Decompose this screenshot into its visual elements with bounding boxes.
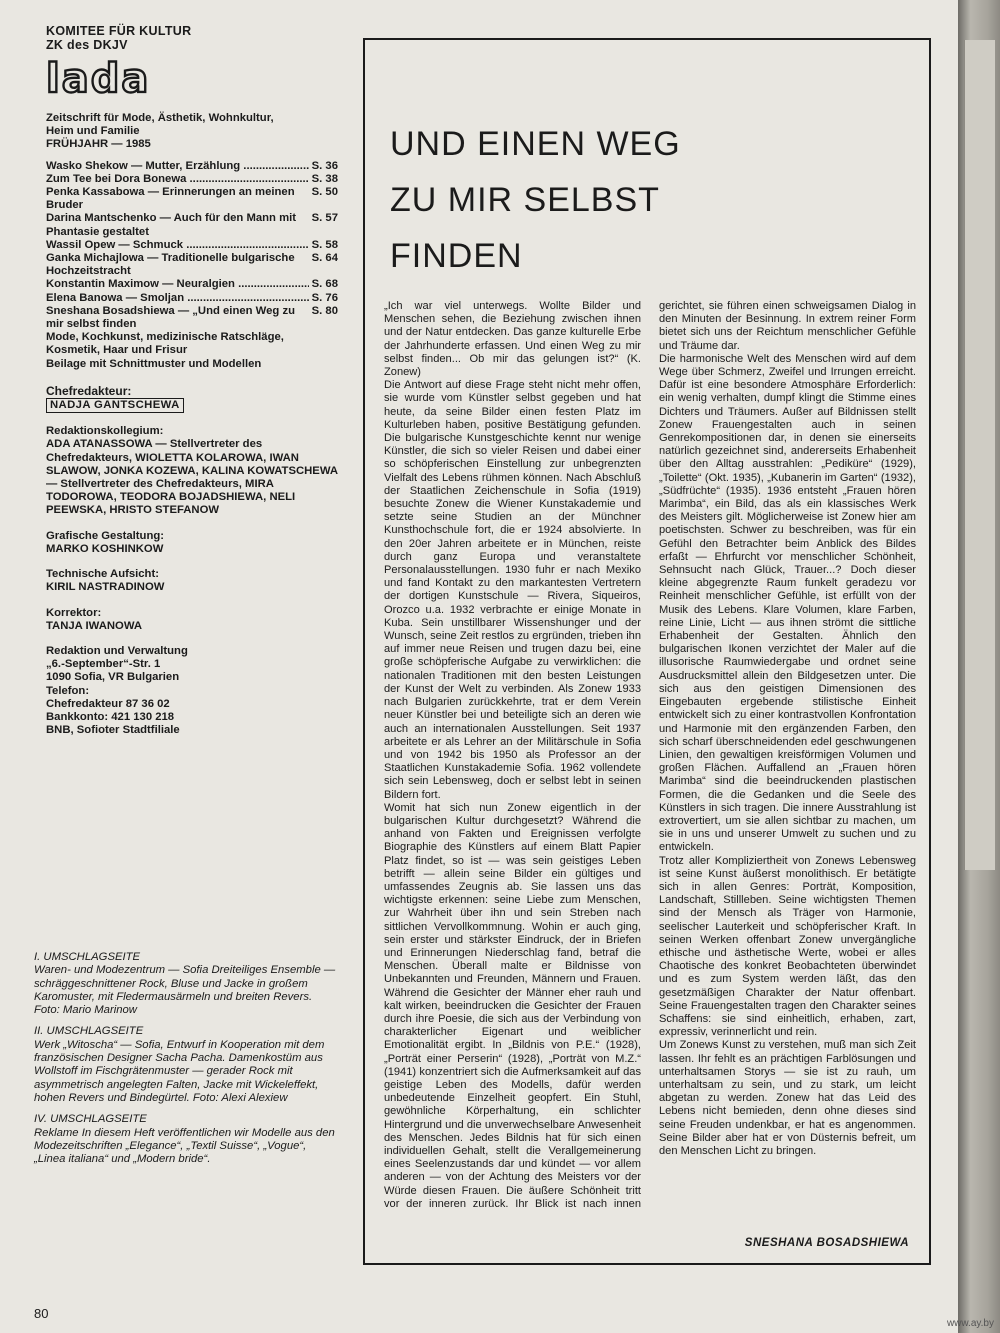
toc-page: S. 68 [311,278,338,291]
tech-label: Technische Aufsicht: [46,568,159,581]
headline-line: UND EINEN WEG [390,125,681,163]
magazine-subtitle [46,112,338,152]
article-paragraph: „Ich war viel unterwegs. Wollte Bilder und Menschen sehen, die Beziehung zwischen ihnen und der Natur entdecken. Das ganze kulturelle Erbe der Jahrhunderte erfassen. Und einen Weg zu mir selbst finden... Ob mir das gelungen ist?“ (K. Zonew) [384,300,641,379]
tech-credit [46,568,338,594]
toc-page: S. 76 [311,291,338,304]
publisher-line: KOMITEE FÜR KULTUR [46,24,192,38]
article-paragraph: Um Zonews Kunst zu verstehen, muß man sich Zeit lassen. Ihr fehlt es an prächtigen Farblösungen und unterhaltsamen Storys — sie ist zu rauh, um unterhaltsam zu sein, und zu stark, um leicht abgetan zu werden. Zonew hat das Leid des Lebens nicht bemieden, denn ohne dieses sind seine Freuden undenkbar, er hat es angenommen. Seine Bilder aber hat er von Düsternis befreit, um den Menschen Licht zu bringen. [659,1039,916,1157]
toc-extra-line: Mode, Kochkunst, medizinische Ratschläge, [46,331,284,344]
board-members: ADA ATANASSOWA — Stellvertreter des Chefredakteurs, WIOLETTA KOLAROWA, IWAN SLAWOW, JONKA KOZEWA, KALINA KOWATSCHEWA — Stellvertreter des Chefredakteurs, MIRA TODOROWA, TEODORA BOJADSHIEWA, NELI PEEWSKA, HRISTO STEFANOW [46,438,338,517]
caption-heading: I. UMSCHLAGSEITE [34,951,141,963]
toc-title: Wassil Opew — Schmuck ..... [46,239,309,252]
cover-captions [34,943,339,1166]
caption-text: Reklame In diesem Heft veröffentlichen wir Modelle aus den Modezeitschriften „Elegance“, „Textil Suisse“, „Vogue“, „Linea italiana“ und „Modern bride“. [34,1126,335,1166]
headline-line: ZU MIR SELBST [390,181,660,219]
toc-page: S. 80 [311,304,338,317]
toc-page: S. 50 [311,186,338,199]
article-paragraph: Womit hat sich nun Zonew eigentlich in der bulgarischen Kultur durchgesetzt? Während die anhand von Fakten und Ereignissen verfolgte Biographie des Künstlers auf einem Blatt Papier Platz findet, so ist — was sein geistiges Leben betrifft — allein seine Bilder ein gültiges und umfassendes Zeugnis ab. Sie lassen uns das wichtigste erkennen: seine Liebe zum Menschen, zur Wahrheit über ihn und sein Streben nach sittlichen Vervollkommnung. Wohin er auch ging, sein erster und stärkster Eindruck, der in Briefen und Erinnerungen Niederschlag fand, betraf die Menschen. Überall malte er Bildnisse von Unbekannten und Freunden, Männern und Frauen. Während die Gesichter der Männer eher rauh und kalt wirken, beeindrucken die Gesichter der Frauen durch ihre Poesie, die sich aus der Verbindung von charakterlicher Eigenart und weiblicher Emotionalität ergibt. In „Bildnis von P.E.“ (1928), „Porträt einer Perserin“ (1928), „Porträt von M.Z.“ (1941) konzentriert sich die Aufmerksamkeit auf das geistige Leben des Modells, dafür werden unbedeutende Einzelheit geopfert. Ein Stuhl, gewöhnliche Körperhaltung, ein schlichter Hintergrund und die unverwechselbare Anwesenheit des Menschen. Jedes Bildnis hat für sich einen individuellen Gehalt, stellt die Verallgemeinerung eines Seelenzustands dar und kündet — vor allem anderen — von der Achtung des Meisters vor der Würde diesen Frauen. Die äußere Schönheit tritt vor der inneren zurück. Ihr Blick ist nach innen gerichtet, sie führen einen schweigsamen Dialog in den Minuten der Besinnung. In extrem reiner Form bietet sich uns der Reichtum menschlicher Gefühle und Träume dar. [384,300,916,1210]
article-paragraph: Trotz aller Kompliziertheit von Zonews Lebensweg ist seine Kunst äußerst monolithisch. Er betätigte sich in allen Genres: Porträt, Komposition, Landschaft, Stillleben. Seine wichtigsten Themen sind der Mensch als Träger von Harmonie, seelischer Lauterkeit und schöpferischer Kraft. In seinen Werken offenbart Zonew unvergängliche ethische und ästhetische Werte, wobei er alles Chaotische des konkret Beobachteten überwindet und es zum System werden läßt, das den gesetzmäßigen Charakter der Natur offenbart. Seine Frauengestalten tragen den Charakter seines Schaffens: sie sind einheitlich, erhaben, zart, expressiv, verinnerlicht und rein. [659,854,916,1039]
corrector-label: Korrektor: [46,606,102,619]
caption-heading: IV. UMSCHLAGSEITE [34,1113,147,1126]
corrector-name: TANJA IWANOWA [46,619,143,632]
board-label: Redaktionskollegium: [46,425,164,438]
chief-editor-name: NADJA GANTSCHEWA [46,398,184,413]
toc-title: Sneshana Bosadshiewa — „Und einen Weg zu mir selbst finden [46,304,296,331]
address-line: 1090 Sofia, VR Bulgarien [46,671,180,684]
toc-entry[interactable] [46,160,338,173]
toc-entry[interactable] [46,278,338,291]
toc-entry[interactable] [46,186,338,212]
toc-entry[interactable] [46,305,338,331]
page-number: 80 [34,1306,49,1321]
toc-entry[interactable] [46,292,338,305]
article-headline [390,116,910,284]
article-author: SNESHANA BOSADSHIEWA [744,1237,909,1249]
toc-title: Penka Kassabowa — Erinnerungen an meinen Bruder [46,186,295,212]
toc-page: S. 64 [311,252,338,265]
toc-page: S. 57 [311,212,338,225]
address-line: Telefon: [46,684,90,697]
tech-name: KIRIL NASTRADINOW [46,581,165,594]
toc-title: Darina Mantschenko — Auch für den Mann mit Phantasie gestaltet [46,212,297,238]
toc-extra [46,331,338,371]
address-line: Redaktion und Verwaltung [46,644,188,657]
toc-entry[interactable] [46,252,338,278]
headline-line: FINDEN [390,237,523,275]
issue-date: FRÜHJAHR — 1985 [46,138,151,151]
publisher [46,24,338,52]
toc-page: S. 36 [311,159,338,172]
caption-heading: II. UMSCHLAGSEITE [34,1025,144,1038]
watermark: www.ay.by [946,1318,994,1329]
bank-account: Bankkonto: 421 130 218 [46,710,175,723]
next-sheet-edge [964,40,995,870]
toc-title: Ganka Michajlowa — Traditionelle bulgarische Hochzeitstracht [46,252,295,278]
address-block [46,645,338,737]
masthead-column [46,24,338,737]
subtitle-line: Zeitschrift für Mode, Ästhetik, Wohnkultur, [46,112,274,124]
phone-number: Chefredakteur 87 36 02 [46,697,170,710]
chief-editor-label: Chefredakteur: [46,383,132,398]
toc-page: S. 58 [311,238,338,251]
toc-page: S. 38 [311,172,338,185]
article-box [363,38,931,1265]
article-body [384,300,916,1224]
lada-logo: lada [46,56,151,102]
publisher-line: ZK des DKJV [46,38,128,52]
article-paragraph: Die Antwort auf diese Frage steht nicht mehr offen, sie wurde vom Künstler selbst gegeben und hat heute, da seine Bilder einen festen Platz im Kulturleben haben, positive Bestätigung gefunden. Die bulgarische Kunstgeschichte kennt nur wenige Künstler, die sich so vieler Reisen und dabei einer so schöpferischen Einstellung zur unbegrenzten Vielfalt des Lebens rühmen können. Nach Abschluß der Staatlichen Zeichenschule in Sofia (1919) besuchte Zonew die Wiener Kunstakademie und setzte seine Studien an der Münchner Kunsthochschule fort, die er 1924 absolvierte. In den 20er Jahren arbeitete er in München, reiste durch ganz Europa und veranstaltete Personalausstellungen. 1930 fuhr er nach Mexiko und fand Kontakt zu den markantesten Vertretern der dortigen Kunstschule — Rivera, Siqueiros, Orozco u.a. 1932 verbrachte er einige Monate in Kuba. Sein unstillbarer Wissenshunger und der Wunsch, seine Zeit restlos zu ergründen, trieben ihn auf immer neue Reisen und trugen dazu bei, eine große schöpferische Aufgabe zu verwirklichen: die nationalen Traditionen mit den besten Leistungen der Kunst der Welt zu verbinden. Als Zonew 1933 nach Bulgarien zurückkehrte, trat er dem Verein neuer Künstler bei und beteiligte sich an deren wie auch an internationalen Ausstellungen. Seit 1937 arbeitete er als Lehrer an der Militärschule in Sofia und von 1942 bis 1950 als Professor an der Staatlichen Kunstakademie Sofia. 1962 vollendete sich sein Lebensweg, doch er selbst lebt in seinen Bildern fort. [384,379,641,801]
toc-entry[interactable] [46,212,338,238]
toc-extra-line: Kosmetik, Haar und Frisur [46,344,188,357]
page-edge [958,0,1000,1333]
toc-title: Wasko Shekow — Mutter, Erzählung ..... [46,160,309,173]
toc-title: Zum Tee bei Dora Bonewa ..... [46,173,309,186]
table-of-contents [46,160,338,371]
design-credit [46,530,338,556]
subtitle-line: Heim und Familie [46,125,140,138]
address-line: „6.-September“-Str. 1 [46,658,161,671]
toc-entry[interactable] [46,239,338,252]
corrector-credit [46,607,338,633]
design-name: MARKO KOSHINKOW [46,542,164,555]
design-label: Grafische Gestaltung: [46,529,165,542]
editorial-board [46,425,338,517]
bank-name: BNB, Sofioter Stadtfiliale [46,724,180,737]
caption-text: Werk „Witoscha“ — Sofia, Entwurf in Kooperation mit dem französischen Designer Sacha Pacha. Damenkostüm aus Wollstoff im Fischgrätenmuster — gerader Rock mit asymmetrisch angelegten Falten, Jacke mit Wickeleffekt, hohen Revers und Bindegürtel. Foto: Alexi Alexiew [34,1038,325,1104]
article-paragraph: Die harmonische Welt des Menschen wird auf dem Wege über Schmerz, Zweifel und Irrungen erreicht. Dafür ist eine besondere Atmosphäre Erforderlich: ein wenig verhalten, dumpf klingt die Stimme eines Dichters und Träumers. Außer auf Bildnissen stellt Zonew Frauengestalten auch in seinen Genrekompositionen dar, in denen sie einerseits natürlich gezeichnet sind, andererseits Erhabenheit über den Alltag ausstrahlen: „Pediküre“ (1929), „Toilette“ (Okt. 1935), „Kubanerin im Garten“ (1932), „Südfrüchte“ (1935). 1936 entsteht „Frauen hören Marimba“, ein Bild, das als ein klassisches Werk des Meisters gilt. Möglicherweise ist Zonew hier am poetischsten. Schwer zu beschreiben, was für ein Gefühl den Betrachter beim Anblick des Bildes erfaßt — Ehrfurcht vor menschlicher Schönheit, Sehnsucht nach Glück, Trauer...? Doch dieser kleine abgegrenzte Raum funkelt geradezu vor Reinheit menschlicher Gefühle, ist erfüllt von der Musik des Lebens. Klare Volumen, klare Farben, reine Linie, Licht — aus ihnen strömt die sittliche Erhabenheit der Gestalten. Ähnlich den bulgarischen Ikonen verzichtet der Maler auf die illusorische Raumwiedergabe und ordnet seine Ausdrucksmittel allein den Bildgesetzen unter. Die sich aus den geistigen Dimensionen des Eingebauten ergebende stilistische Einheit entwickelt sich zu einer kontrastvollen Konfrontation und Harmonie mit den ergänzenden Farben, den sich scharf überschneidenden edel geschwungenen Linien, den gewaltigen kreisförmigen Volumen und großen Flächen. Auffallend an „Frauen hören Marimba“ sind die beeindruckenden plastischen Formen, die die Gedanken und die Seele des Künstlers in sich tragen. Die innere Ausstrahlung ist extrovertiert, um sie allen sichtbar zu machen, um sie in uns und unserer Umwelt zu suchen und zu entwickeln. [659,352,916,854]
caption-text: Waren- und Modezentrum — Sofia Dreiteiliges Ensemble — schräggeschnittener Rock, Bluse und Jacke in großem Karomuster, mit Fledermausärmeln und breiten Revers. Foto: Mario Marinow [34,964,336,1017]
toc-title: Konstantin Maximow — Neuralgien ..... [46,278,309,291]
toc-entry[interactable] [46,173,338,186]
toc-extra-line: Beilage mit Schnittmuster und Modellen [46,357,262,370]
toc-title: Elena Banowa — Smoljan ..... [46,292,309,305]
